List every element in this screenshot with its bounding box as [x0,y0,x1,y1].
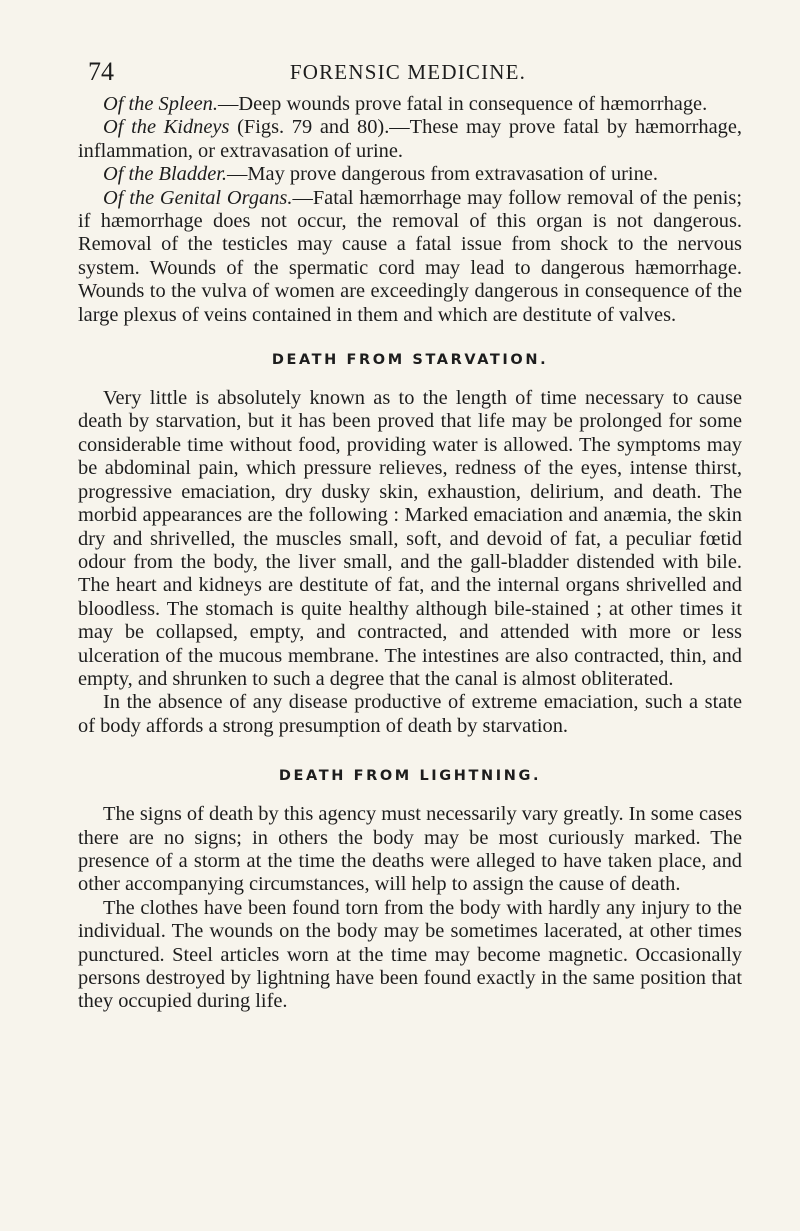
paragraph-starvation-1: Very little is absolutely known as to the length of time necessary to cause death by starvation, but it has been proved that life may be prolonged for some considerable time without food, providing water is allowed. The symptoms may be abdominal pain, which pressure relieves, redness of the eyes, intense thirst, progressive emaciation, dry dusky skin, exhaustion, delirium, and death. The morbid appearances are the following : Marked emaciation and anæmia, the skin dry and shrivelled, the muscles small, soft, and devoid of fat, a peculiar fœtid odour from the body, the liver small, and the gall-bladder distended with bile. The heart and kidneys are destitute of fat, and the internal organs shrivelled and bloodless. The stomach is quite healthy although bile-stained ; at other times it may be collapsed, empty, and contracted, and attended with more or less ulceration of the mucous membrane. The intestines are also contracted, thin, and empty, and shrunken to such a degree that the canal is almost obliterated. [78,387,742,690]
paragraph-lead: Of the Spleen. [103,93,218,115]
running-title: FORENSIC MEDICINE. [289,60,527,84]
page-body [78,93,742,1014]
paragraph-text: —May prove dangerous from extravasation of urine. [227,163,658,186]
paragraph-lightning-2: The clothes have been found torn from the body with hardly any injury to the individual. The wounds on the body may be sometimes lacerated, at other times punctured. Steel articles worn at the time may become magnetic. Occasionally persons destroyed by lightning have been found exactly in the same position that they occupied during life. [78,896,742,1013]
page-number: 74 [88,57,114,86]
running-head [88,56,728,88]
paragraph-text: —Fatal hæmorrhage may follow removal of the penis; if hæmorrhage does not occur, the removal of this organ is not dangerous. Removal of the testicles may cause a fatal issue from shock to the nervous system. Wounds of the spermatic cord may lead to dangerous hæmorrhage. Wounds to the vulva of women are exceedingly dangerous in consequence of the large plexus of veins contained in them and which are destitute of valves. [78,186,742,326]
paragraph-genital-organs [78,187,742,327]
paragraph-lead: Of the Bladder. [103,163,228,186]
paragraph-text: —Deep wounds prove fatal in consequence of hæmorrhage. [217,93,708,115]
paragraph-text: (Figs. 79 and 80).—These may prove fatal by hæmorrhage, inflammation, or extravasation of urine. [78,116,742,162]
paragraph-lightning-1: The signs of death by this agency must necessarily vary greatly. In some cases there are no signs; in others the body may be most curiously marked. The presence of a storm at the time the deaths were alleged to have taken place, and other accompanying circumstances, will help to assign the cause of death. [78,803,742,896]
paragraph-lead: Of the Genital Organs. [103,186,293,209]
paragraph-starvation-2: In the absence of any disease productive of extreme emaciation, such a state of body affords a strong presumption of death by starvation. [78,691,742,737]
paragraph-lead: Of the Kidneys [103,116,230,139]
section-heading-starvation: DEATH FROM STARVATION. [271,352,549,369]
section-heading-lightning: DEATH FROM LIGHTNING. [278,768,542,785]
paragraph-bladder [78,163,742,186]
paragraph-kidneys [78,116,742,163]
paragraph-spleen [78,93,742,116]
